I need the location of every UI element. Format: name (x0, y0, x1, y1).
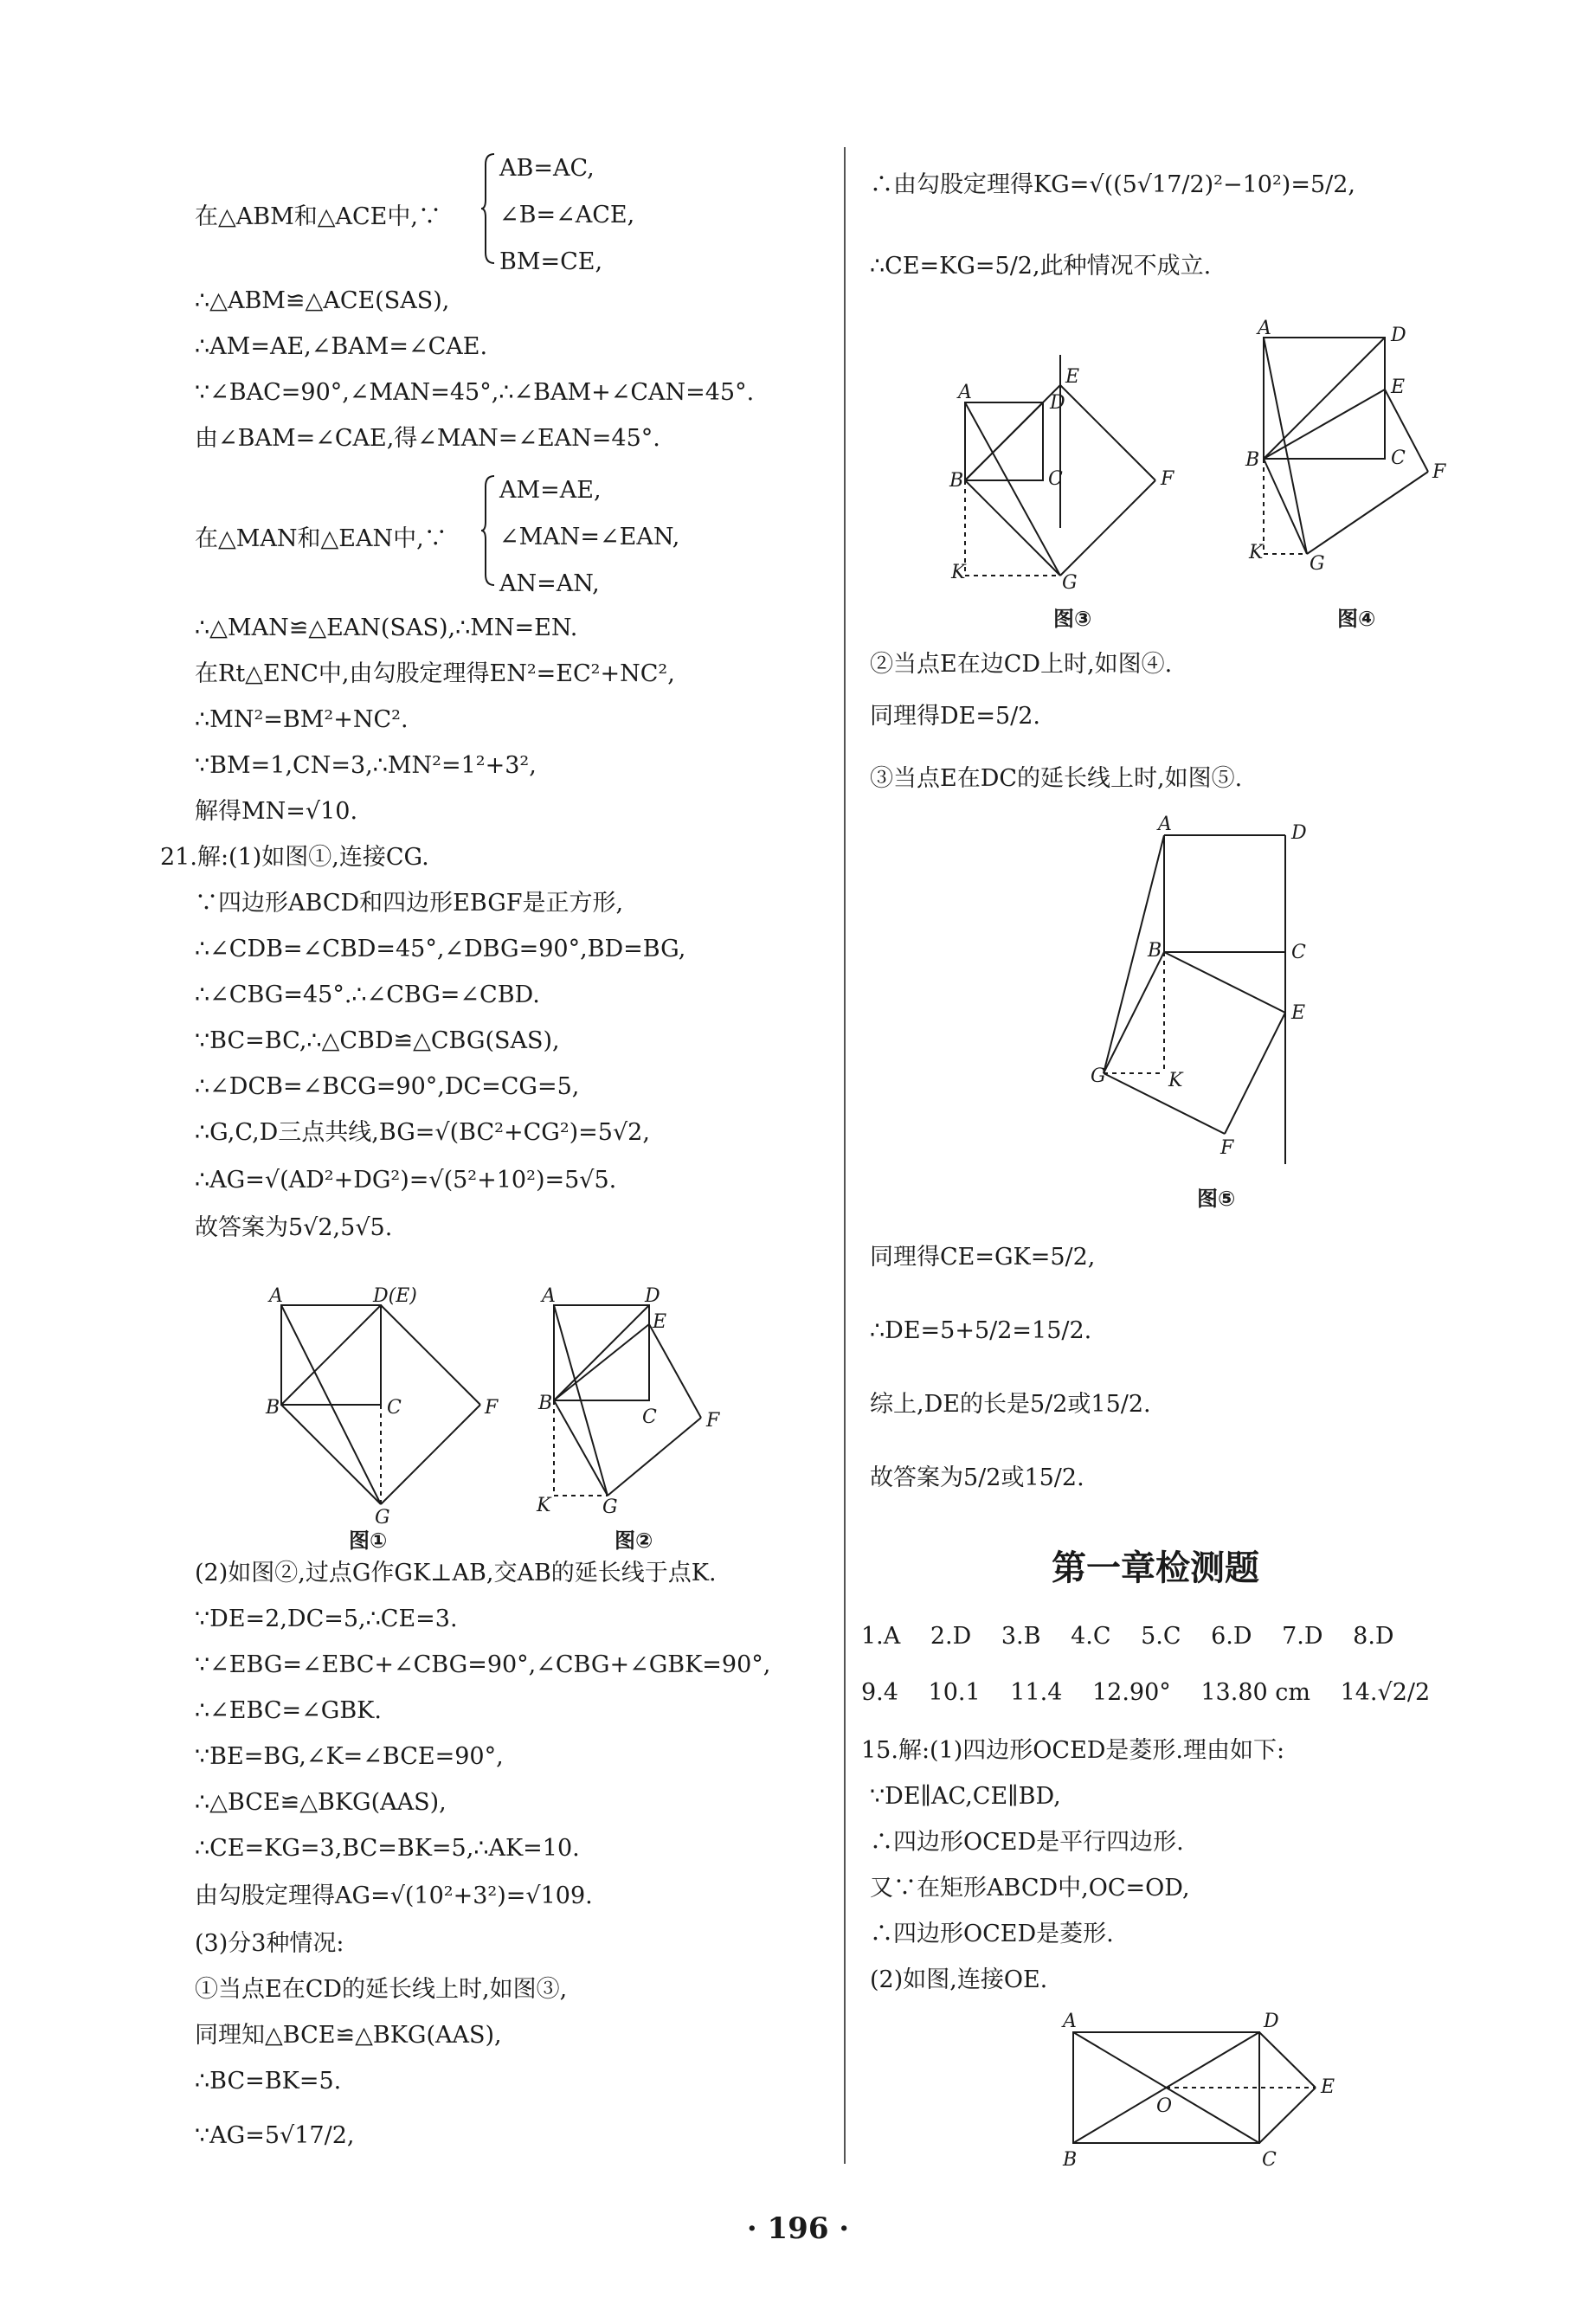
figure-4-diagram (1242, 320, 1458, 589)
chapter-title: 第一章检测题 (1052, 1548, 1259, 1588)
text-line: 同理得CE=GK=5/2, (870, 1244, 1096, 1271)
vertex-label-e: E (653, 1311, 667, 1333)
text-line: ∴∠DCB=∠BCG=90°,DC=CG=5, (195, 1073, 580, 1100)
text-line: 同理得DE=5/2. (870, 703, 1041, 730)
text-line: ∵AG=5√17/2, (195, 2122, 355, 2149)
congruence-item: ∠B=∠ACE, (499, 202, 635, 228)
vertex-label-d: D (645, 1285, 660, 1307)
vertex-label-a: A (958, 382, 972, 403)
vertex-label-e: E (1291, 1002, 1306, 1024)
text-line: ∴△BCE≌△BKG(AAS), (195, 1789, 447, 1816)
text-line: ∴MN²=BM²+NC². (195, 706, 409, 733)
answer-row-2 (861, 1679, 1452, 1706)
text-line: ∵DE∥AC,CE∥BD, (870, 1783, 1061, 1810)
text-line: ∴AG=√(AD²+DG²)=√(5²+10²)=5√5. (195, 1167, 617, 1194)
vertex-label-c: C (1048, 468, 1063, 490)
answer-item: 7.D (1282, 1623, 1323, 1650)
page-number: · 196 · (746, 2211, 850, 2246)
text-line: ∴AM=AE,∠BAM=∠CAE. (195, 333, 488, 360)
figure-3-caption: 图③ (1053, 607, 1092, 631)
text-line: ②当点E在边CD上时,如图④. (870, 651, 1173, 678)
vertex-label-g: G (1091, 1065, 1106, 1087)
answer-item: 3.B (1001, 1623, 1041, 1650)
vertex-label-b: B (1148, 940, 1162, 962)
brace-icon (480, 152, 496, 265)
vertex-label-a: A (1063, 2011, 1077, 2032)
text-line: ∴G,C,D三点共线,BG=√(BC²+CG²)=5√2, (195, 1119, 650, 1146)
text-line: 又∵在矩形ABCD中,OC=OD, (870, 1875, 1190, 1902)
answer-item: 14.√2/2 (1340, 1679, 1431, 1706)
answer-item: 9.4 (861, 1679, 898, 1706)
vertex-label-a: A (269, 1285, 283, 1307)
text-line: ∵四边形ABCD和四边形EBGF是正方形, (195, 890, 624, 917)
answer-item: 11.4 (1010, 1679, 1063, 1706)
vertex-label-g: G (375, 1507, 390, 1528)
vertex-label-k: K (1249, 542, 1264, 563)
vertex-label-d: D (1291, 822, 1307, 844)
figure-1-diagram (264, 1285, 499, 1528)
text-line: ①当点E在CD的延长线上时,如图③, (195, 1976, 568, 2003)
vertex-label-f: F (1432, 461, 1446, 483)
text-line: ∴四边形OCED是平行四边形. (870, 1829, 1184, 1856)
congruence-item: AM=AE, (499, 477, 602, 504)
figure-2 (537, 1285, 762, 1518)
figure-4-caption: 图④ (1337, 607, 1376, 631)
vertex-label-e: E (1065, 366, 1080, 388)
text-line: 同理知△BCE≌△BKG(AAS), (195, 2022, 502, 2049)
problem-15-heading: 15.解:(1)四边形OCED是菱形.理由如下: (861, 1737, 1285, 1764)
figure-1 (264, 1285, 499, 1528)
congruence-lead: 在△MAN和△EAN中,∵ (195, 525, 447, 552)
vertex-label-b: B (1063, 2149, 1078, 2171)
answer-item: 12.90° (1091, 1679, 1171, 1706)
answer-item: 13.80 cm (1200, 1679, 1310, 1706)
text-line: ∴△ABM≌△ACE(SAS), (195, 287, 450, 314)
answer-item: 10.1 (928, 1679, 981, 1706)
text-line: ∵BE=BG,∠K=∠BCE=90°, (195, 1743, 504, 1770)
text-line: ∴CE=KG=5/2,此种情况不成立. (870, 253, 1212, 280)
figure-3-diagram (948, 355, 1207, 594)
vertex-label-f: F (1161, 468, 1174, 490)
figure-2-caption: 图② (615, 1528, 653, 1553)
vertex-label-a: A (542, 1285, 556, 1307)
text-line: ∴BC=BK=5. (195, 2068, 342, 2095)
text-line: ∵∠BAC=90°,∠MAN=45°,∴∠BAM+∠CAN=45°. (195, 379, 755, 406)
text-line: (2)如图②,过点G作GK⊥AB,交AB的延长线于点K. (195, 1560, 717, 1586)
text-line: ∵BC=BC,∴△CBD≌△CBG(SAS), (195, 1027, 560, 1054)
text-line: 由勾股定理得AG=√(10²+3²)=√109. (195, 1882, 593, 1909)
congruence-item: AN=AN, (499, 570, 600, 597)
text-line: 由∠BAM=∠CAE,得∠MAN=∠EAN=45°. (195, 425, 660, 452)
vertex-label-f: F (1220, 1137, 1234, 1159)
answer-item: 2.D (930, 1623, 972, 1650)
vertex-label-d: D (1391, 325, 1406, 346)
vertex-label-f: F (485, 1397, 499, 1419)
text-line: (2)如图,连接OE. (870, 1966, 1048, 1993)
vertex-label-g: G (1062, 572, 1078, 594)
text-line: ③当点E在DC的延长线上时,如图⑤. (870, 765, 1243, 792)
figure-5 (1091, 814, 1342, 1168)
text-line: ∵BM=1,CN=3,∴MN²=1²+3², (195, 752, 537, 779)
text-line: ∵∠EBG=∠EBC+∠CBG=90°,∠CBG+∠GBK=90°, (195, 1651, 771, 1678)
text-line: ∵DE=2,DC=5,∴CE=3. (195, 1606, 458, 1632)
figure-1-caption: 图① (349, 1528, 388, 1553)
congruence-item: BM=CE, (499, 248, 603, 275)
answer-item: 1.A (861, 1623, 901, 1650)
answer-item: 5.C (1141, 1623, 1181, 1650)
answer-item: 4.C (1071, 1623, 1111, 1650)
vertex-label-a: A (1158, 814, 1172, 835)
column-divider (844, 147, 846, 2164)
vertex-label-c: C (1291, 942, 1306, 963)
vertex-label-g: G (602, 1496, 618, 1518)
vertex-label-d: D (1264, 2011, 1279, 2032)
figure-5-diagram (1091, 814, 1342, 1164)
vertex-label-b: B (949, 470, 964, 492)
text-line: ∴∠CDB=∠CBD=45°,∠DBG=90°,BD=BG, (195, 936, 686, 962)
vertex-label-c: C (387, 1397, 402, 1419)
text-line: ∴由勾股定理得KG=√((5√17/2)²−10²)=5/2, (870, 171, 1356, 198)
text-line: 在Rt△ENC中,由勾股定理得EN²=EC²+NC², (195, 660, 675, 687)
figure-3 (948, 355, 1207, 594)
problem-21-heading: 21.解:(1)如图①,连接CG. (160, 844, 429, 871)
vertex-label-d: D (1050, 392, 1065, 414)
vertex-label-k: K (537, 1495, 551, 1516)
vertex-label-c: C (642, 1406, 657, 1428)
figure-2-diagram (537, 1285, 762, 1518)
congruence-item: AB=AC, (499, 155, 595, 182)
congruence-items (499, 467, 679, 608)
text-line: ∴△MAN≌△EAN(SAS),∴MN=EN. (195, 615, 578, 641)
vertex-label-e: E (1321, 2076, 1335, 2098)
figure-5-caption: 图⑤ (1197, 1187, 1236, 1211)
text-line: ∴∠EBC=∠GBK. (195, 1697, 382, 1724)
text-line: ∴四边形OCED是菱形. (870, 1921, 1114, 1947)
congruence-lead: 在△ABM和△ACE中,∵ (195, 203, 441, 230)
text-line: ∴∠CBG=45°.∴∠CBG=∠CBD. (195, 981, 540, 1008)
answer-item: 8.D (1353, 1623, 1394, 1650)
vertex-label-de: D(E) (373, 1285, 417, 1307)
text-line: 故答案为5/2或15/2. (870, 1464, 1084, 1491)
vertex-label-e: E (1391, 376, 1406, 398)
figure-4 (1242, 320, 1458, 592)
congruence-item: ∠MAN=∠EAN, (499, 524, 680, 550)
figure-6 (1056, 2008, 1368, 2176)
vertex-label-c: C (1262, 2149, 1277, 2171)
vertex-label-o: O (1156, 2095, 1173, 2117)
vertex-label-k: K (951, 562, 966, 583)
vertex-label-b: B (266, 1397, 280, 1419)
answer-item: 6.D (1211, 1623, 1252, 1650)
text-line: ∴CE=KG=3,BC=BK=5,∴AK=10. (195, 1835, 580, 1862)
vertex-label-c: C (1391, 447, 1406, 469)
vertex-label-g: G (1310, 553, 1325, 575)
answer-row-1 (861, 1623, 1417, 1650)
text-line: ∴DE=5+5/2=15/2. (870, 1317, 1092, 1344)
text-line: 综上,DE的长是5/2或15/2. (870, 1391, 1151, 1418)
text-line: (3)分3种情况: (195, 1930, 344, 1957)
text-line: 解得MN=√10. (195, 798, 358, 825)
text-line: 故答案为5√2,5√5. (195, 1214, 393, 1241)
vertex-label-a: A (1258, 318, 1271, 339)
vertex-label-k: K (1168, 1070, 1183, 1091)
vertex-label-b: B (538, 1393, 553, 1414)
vertex-label-b: B (1245, 449, 1260, 471)
vertex-label-f: F (706, 1410, 720, 1432)
figure-6-diagram (1056, 2008, 1368, 2172)
brace-icon (480, 474, 496, 587)
congruence-items (499, 145, 634, 286)
